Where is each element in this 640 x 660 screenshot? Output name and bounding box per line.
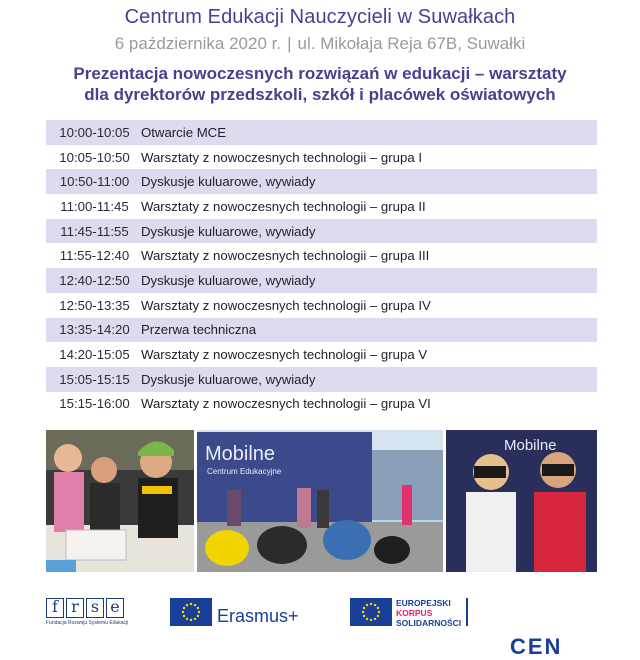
eu-star (374, 604, 376, 606)
eu-flag-icon (170, 598, 212, 626)
eu-star (183, 615, 185, 617)
frse-letter: e (106, 598, 124, 618)
schedule-row (46, 243, 597, 268)
frse-letter: f (46, 598, 64, 618)
eu-star (378, 611, 380, 613)
event-date: 6 października 2020 r. (114, 34, 282, 53)
schedule-event: Warsztaty z nowoczesnych technologii – grupa I (141, 149, 422, 165)
event-heading (40, 63, 600, 105)
schedule-event: Dyskusje kuluarowe, wywiady (141, 174, 316, 190)
esc-line-1: EUROPEJSKI (396, 598, 451, 608)
eu-star (362, 611, 364, 613)
eu-star (190, 619, 192, 621)
frse-caption: Fundacja Rozwoju Systemu Edukacji (46, 620, 129, 626)
eu-star (197, 615, 199, 617)
schedule-row (46, 169, 597, 194)
eu-star (377, 607, 379, 609)
esc-logo (396, 598, 461, 628)
schedule-time: 11:00-11:45 (60, 198, 129, 214)
schedule-event: Przerwa techniczna (141, 322, 257, 338)
truck-label-main: Mobilne (205, 443, 276, 465)
eu-star (190, 603, 192, 605)
truck-label-sub: Centrum Edukacyjne (207, 467, 282, 476)
schedule-event: Warsztaty z nowoczesnych technologii – grupa VI (141, 396, 431, 412)
schedule-time: 11:45-11:55 (60, 223, 129, 239)
schedule-time: 10:05-10:50 (59, 149, 130, 165)
eu-star (370, 619, 372, 621)
schedule-event: Dyskusje kuluarowe, wywiady (141, 272, 316, 288)
eu-star (183, 607, 185, 609)
esc-line-2: KORPUS (396, 608, 433, 618)
schedule-event: Dyskusje kuluarowe, wywiady (141, 223, 316, 239)
schedule-time: 11:55-12:40 (59, 248, 130, 264)
schedule-event: Warsztaty z nowoczesnych technologii – grupa V (141, 347, 428, 363)
schedule-row (46, 367, 597, 392)
heading-line-1: Prezentacja nowoczesnych rozwiązań w edukacji – warsztaty (73, 64, 567, 83)
schedule-row (46, 392, 597, 417)
schedule-event: Dyskusje kuluarowe, wywiady (141, 371, 316, 387)
schedule-time: 15:05-15:15 (59, 371, 130, 387)
schedule-table (46, 120, 597, 416)
cen-logo: CEN (510, 634, 563, 659)
schedule-row (46, 120, 597, 145)
schedule-time: 10:50-11:00 (59, 174, 130, 190)
photo-mobile-truck (197, 430, 443, 572)
separator: | (287, 34, 292, 53)
eu-flag-icon (350, 598, 392, 626)
schedule-time: 13:35-14:20 (59, 322, 130, 338)
eu-star (366, 604, 368, 606)
eu-star (186, 618, 188, 620)
photo-strip (46, 430, 597, 572)
eu-star (374, 618, 376, 620)
schedule-event: Otwarcie MCE (141, 124, 226, 140)
eu-star (182, 611, 184, 613)
frse-letters (46, 598, 128, 618)
event-address: ul. Mikołaja Reja 67B, Suwałki (297, 34, 526, 53)
eu-star (194, 604, 196, 606)
schedule-row (46, 342, 597, 367)
eu-star (363, 615, 365, 617)
schedule-time: 15:15-16:00 (59, 396, 130, 412)
schedule-time: 12:50-13:35 (59, 297, 130, 313)
schedule-row (46, 145, 597, 170)
partner-logos (0, 590, 640, 659)
schedule-row (46, 268, 597, 293)
event-date-address (0, 34, 640, 54)
schedule-row (46, 318, 597, 343)
eu-star (377, 615, 379, 617)
eu-star (366, 618, 368, 620)
eu-star (363, 607, 365, 609)
photo-vr-headsets (446, 430, 597, 572)
eu-star (197, 607, 199, 609)
frse-logo (46, 598, 128, 626)
schedule-time: 12:40-12:50 (59, 272, 130, 288)
esc-line-3: SOLIDARNOŚCI (396, 618, 462, 628)
page-title: Centrum Edukacji Nauczycieli w Suwałkach (124, 6, 516, 28)
esc-divider (466, 598, 468, 626)
schedule-time: 10:00-10:05 (59, 124, 130, 140)
frse-letter: s (86, 598, 104, 618)
erasmus-logo: Erasmus+ (217, 606, 299, 626)
schedule-row (46, 219, 597, 244)
eu-star (198, 611, 200, 613)
frse-letter: r (66, 598, 84, 618)
schedule-event: Warsztaty z nowoczesnych technologii – grupa III (141, 248, 430, 264)
heading-line-2: dla dyrektorów przedszkoli, szkół i placówek oświatowych (84, 85, 556, 104)
schedule-row (46, 293, 597, 318)
schedule-time: 14:20-15:05 (59, 347, 130, 363)
schedule-row (46, 194, 597, 219)
schedule-event: Warsztaty z nowoczesnych technologii – grupa II (141, 198, 426, 214)
eu-star (186, 604, 188, 606)
schedule-event: Warsztaty z nowoczesnych technologii – grupa IV (141, 297, 431, 313)
eu-star (370, 603, 372, 605)
vr-photo-label: Mobilne (504, 437, 557, 454)
photo-children-workshop (46, 430, 194, 572)
eu-star (194, 618, 196, 620)
